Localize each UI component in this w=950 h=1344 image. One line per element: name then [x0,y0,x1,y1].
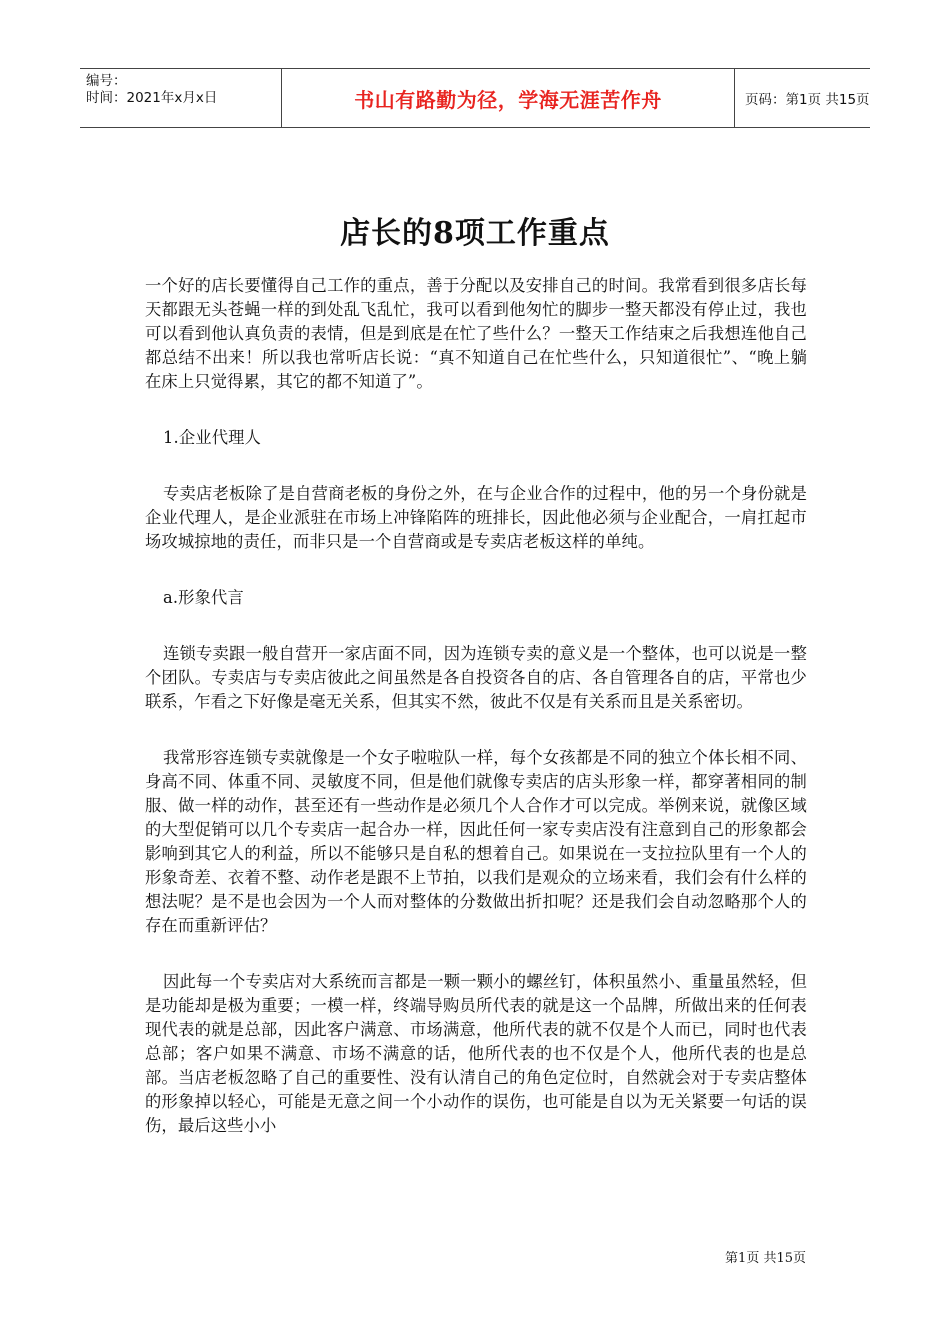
document-time-label: 时间：2021年x月x日 [86,90,218,106]
paragraph-1: 专卖店老板除了是自营商老板的身份之外，在与企业合作的过程中，他的另一个身份就是企业代理人，是企业派驻在市场上冲锋陷阵的班排长，因此他必须与企业配合，一肩扛起市场攻城掠地的责任，而非只是一个自营商或是专卖店老板这样的单纯。 [145,484,807,551]
paragraph-2: 连锁专卖跟一般自营开一家店面不同，因为连锁专卖的意义是一个整体，也可以说是一整个团队。专卖店与专卖店彼此之间虽然是各自投资各自的店、各自管理各自的店，平常也少联系，乍看之下好像是毫无关系，但其实不然，彼此不仅是有关系而且是关系密切。 [145,644,807,711]
paragraph-4: 因此每一个专卖店对大系统而言都是一颗一颗小的螺丝钉，体积虽然小、重量虽然轻，但是功能却是极为重要；一模一样，终端导购员所代表的就是这一个品牌，所做出来的任何表现代表的就是总部，因此客户满意、市场满意，他所代表的就不仅是个人而已，同时也代表总部；客户如果不满意、市场不满意的话，他所代表的也不仅是个人，他所代表的也是总部。当店老板忽略了自己的重要性、没有认清自己的角色定位时，自然就会对于专卖店整体的形象掉以轻心，可能是无意之间一个小动作的误伤，也可能是自以为无关紧要一句话的误伤，最后这些小小 [145,972,807,1135]
header-motto-cell [282,69,735,127]
paragraph-3: 我常形容连锁专卖就像是一个女子啦啦队一样，每个女孩都是不同的独立个体长相不同、身高不同、体重不同、灵敏度不同，但是他们就像专卖店的店头形象一样，都穿著相同的制服、做一样的动作，甚至还有一些动作是必须几个人合作才可以完成。举例来说，就像区域的大型促销可以几个专卖店一起合办一样，因此任何一家专卖店没有注意到自己的形象都会影响到其它人的利益，所以不能够只是自私的想着自己。如果说在一支拉拉队里有一个人的形象奇差、衣着不整、动作老是跟不上节拍，以我们是观众的立场来看，我们会有什么样的想法呢？是不是也会因为一个人而对整体的分数做出折扣呢？还是我们会自动忽略那个人的存在而重新评估？ [145,748,807,935]
paragraph-intro: 一个好的店长要懂得自己工作的重点，善于分配以及安排自己的时间。我常看到很多店长每天都跟无头苍蝇一样的到处乱飞乱忙，我可以看到他匆忙的脚步一整天都没有停止过，我也可以看到他认真负责的表情，但是到底是在忙了些什么？一整天工作结束之后我想连他自己都总结不出来！所以我也常听店长说：“真不知道自己在忙些什么，只知道很忙”、“晚上躺在床上只觉得累，其它的都不知道了”。 [145,276,807,391]
header-meta-cell [80,69,282,127]
motto-text: 书山有路勤为径，学海无涯苦作舟 [354,87,662,112]
section-heading-1: 1.企业代理人 [163,428,261,447]
header-page-cell [735,69,870,127]
page-footer: 第1页 共15页 [725,1251,806,1266]
document-number-label: 编号： [86,73,127,89]
document-title: 店长的8项工作重点 [340,216,610,251]
page-number-label: 页码：第1页 共15页 [745,92,870,108]
document-body [145,274,807,1138]
page-header [80,68,870,128]
subsection-heading-a: a.形象代言 [163,588,244,607]
